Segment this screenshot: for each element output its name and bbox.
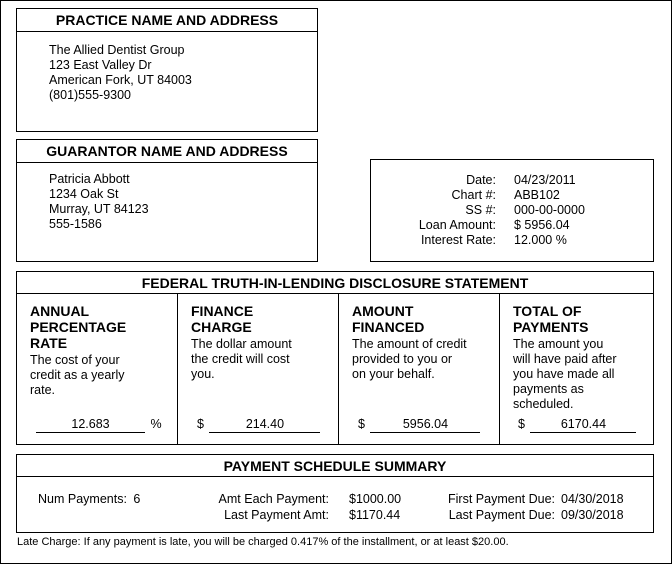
apr-description: The cost of your credit as a yearly rate. [30,353,125,397]
chart-row [367,188,585,203]
practice-box [16,8,318,132]
guarantor-line: 555-1586 [49,217,102,231]
finance-charge-amount [197,417,320,433]
last-due-value: 09/30/2018 [561,508,624,522]
chart-label: Chart #: [451,188,496,202]
first-due-label: First Payment Due: [448,492,555,506]
payment-schedule-box [16,454,654,533]
account-info-box [370,159,654,262]
total-payments-value: 6170.44 [530,417,636,433]
guarantor-line: 1234 Oak St [49,187,119,201]
amount-financed-prefix: $ [358,417,365,431]
practice-line: The Allied Dentist Group [49,43,185,57]
guarantor-address [49,172,149,232]
practice-line: 123 East Valley Dr [49,58,152,72]
loan-amount-value: $ 5956.04 [514,218,570,232]
disclosure-box [16,271,654,445]
amount-financed-amount [358,417,480,433]
apr-value: 12.683 [36,417,145,433]
total-payments-description: The amount you will have paid after you have made all payments as scheduled. [513,337,617,411]
interest-rate-row [367,233,585,248]
num-payments [38,491,140,507]
practice-address [49,43,192,103]
late-charge-notice: Late Charge: If any payment is late, you will be charged 0.417% of the installment, or at least $20.00. [17,536,509,548]
finance-charge-title: FINANCE CHARGE [191,303,254,335]
finance-charge-column [177,294,338,444]
num-payments-value: 6 [133,492,141,506]
total-payments-column [499,294,653,444]
payment-due-dates [441,491,624,523]
amount-financed-value: 5956.04 [370,417,480,433]
finance-charge-description: The dollar amount the credit will cost you. [191,337,292,381]
amount-financed-title: AMOUNT FINANCED [352,303,425,335]
loan-amount-label: Loan Amount: [418,218,496,232]
amt-each-value: $1000.00 [349,492,402,506]
practice-heading: PRACTICE NAME AND ADDRESS [17,9,317,32]
ss-label: SS #: [465,203,496,217]
num-payments-label: Num Payments: [38,492,127,506]
loan-amount-row [367,218,585,233]
finance-charge-prefix: $ [197,417,204,431]
apr-amount [36,417,162,433]
total-payments-title: TOTAL OF PAYMENTS [513,303,589,335]
date-value: 04/23/2011 [514,173,576,187]
last-amt-value: $1170.44 [349,508,401,522]
interest-rate-label: Interest Rate: [420,233,496,247]
chart-value: ABB102 [514,188,560,202]
account-info [367,173,585,248]
guarantor-line: Murray, UT 84123 [49,202,149,216]
amt-each-label: Amt Each Payment: [218,492,329,506]
practice-line: American Fork, UT 84003 [49,73,192,87]
guarantor-heading: GUARANTOR NAME AND ADDRESS [17,140,317,163]
finance-charge-value: 214.40 [209,417,320,433]
practice-line: (801)555-9300 [49,88,132,102]
apr-title: ANNUAL PERCENTAGE RATE [30,303,127,351]
last-due-label: Last Payment Due: [448,508,555,522]
amount-financed-description: The amount of credit provided to you or on your behalf. [352,337,467,381]
guarantor-line: Patricia Abbott [49,172,130,186]
payment-amounts [192,491,401,523]
total-payments-amount [518,417,636,433]
apr-suffix: % [150,417,162,431]
payment-schedule-heading: PAYMENT SCHEDULE SUMMARY [17,455,653,477]
guarantor-box [16,139,318,262]
total-payments-prefix: $ [518,417,525,431]
ss-row [367,203,585,218]
last-amt-label: Last Payment Amt: [224,508,329,522]
interest-rate-value: 12.000 % [514,233,567,247]
ss-value: 000-00-0000 [514,203,585,217]
disclosure-heading: FEDERAL TRUTH-IN-LENDING DISCLOSURE STATEMENT [17,272,653,294]
first-due-value: 04/30/2018 [561,492,624,506]
date-row [367,173,585,188]
apr-column [17,294,177,444]
date-label: Date: [466,173,496,187]
amount-financed-column [338,294,499,444]
